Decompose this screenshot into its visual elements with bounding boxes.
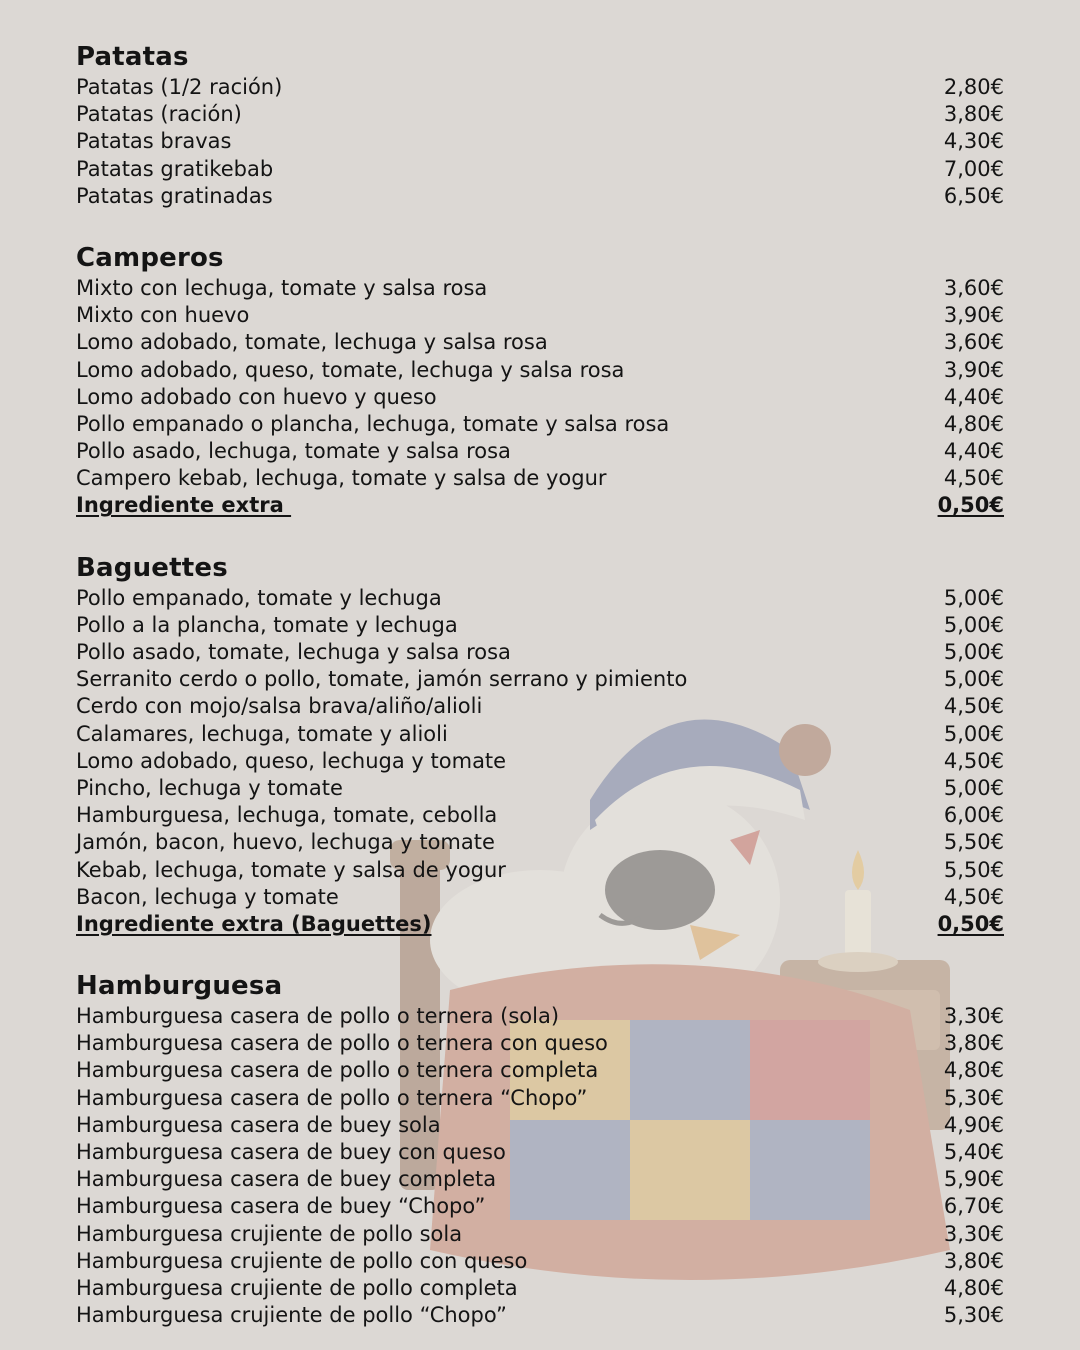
item-name: Lomo adobado, queso, tomate, lechuga y salsa rosa	[76, 357, 625, 382]
section-camperos	[76, 241, 1004, 520]
item-price: 4,90€	[943, 1112, 1004, 1137]
item-name: Lomo adobado, queso, lechuga y tomate	[76, 748, 507, 773]
item-price: 5,50€	[943, 830, 1004, 855]
item-price: 0,50€	[937, 911, 1004, 936]
menu-item-row	[76, 1193, 1004, 1220]
menu-item-row	[76, 612, 1004, 639]
item-name: Pollo a la plancha, tomate y lechuga	[76, 612, 458, 637]
item-name: Ingrediente extra	[76, 493, 292, 518]
item-name: Hamburguesa casera de buey completa	[76, 1167, 497, 1192]
item-price: 4,50€	[943, 466, 1004, 491]
menu-item-row	[76, 1112, 1004, 1139]
item-price: 3,30€	[943, 1221, 1004, 1246]
menu-item-row	[76, 666, 1004, 693]
menu-item-row	[76, 302, 1004, 329]
item-name: Patatas (1/2 ración)	[76, 75, 283, 99]
menu-item-row	[76, 1085, 1004, 1112]
item-price: 2,80€	[943, 75, 1004, 99]
item-price: 4,30€	[943, 129, 1004, 154]
item-price: 5,00€	[943, 775, 1004, 800]
item-name: Kebab, lechuga, tomate y salsa de yogur	[76, 857, 506, 882]
menu-item-row	[76, 357, 1004, 384]
item-price: 6,00€	[943, 803, 1004, 828]
section-hamburguesa	[76, 969, 1004, 1329]
item-price: 4,40€	[943, 439, 1004, 464]
item-price: 5,00€	[943, 667, 1004, 692]
item-name: Hamburguesa crujiente de pollo con queso	[76, 1248, 528, 1273]
item-name: Lomo adobado, tomate, lechuga y salsa rosa	[76, 330, 548, 355]
item-name: Mixto con huevo	[76, 303, 250, 328]
item-name: Hamburguesa crujiente de pollo sola	[76, 1221, 463, 1246]
menu-item-row	[76, 128, 1004, 155]
menu-item-row	[76, 465, 1004, 492]
menu-item-row	[76, 438, 1004, 465]
menu-item-row	[76, 639, 1004, 666]
item-name: Campero kebab, lechuga, tomate y salsa de yogur	[76, 466, 607, 491]
menu-item-row	[76, 721, 1004, 748]
menu-item-row	[76, 74, 1004, 101]
item-list	[76, 1003, 1004, 1329]
item-name: Pollo empanado, tomate y lechuga	[76, 585, 442, 610]
section-title: Hamburguesa	[76, 971, 283, 1002]
item-name: Bacon, lechuga y tomate	[76, 884, 339, 909]
item-name: Calamares, lechuga, tomate y alioli	[76, 721, 448, 746]
item-name: Pollo asado, tomate, lechuga y salsa rosa	[76, 640, 511, 664]
item-name: Hamburguesa crujiente de pollo completa	[76, 1275, 518, 1300]
item-price: 4,40€	[943, 384, 1004, 409]
item-name: Lomo adobado con huevo y queso	[76, 384, 437, 409]
item-name: Hamburguesa, lechuga, tomate, cebolla	[76, 803, 498, 828]
menu-item-row	[76, 156, 1004, 183]
item-price: 5,50€	[943, 857, 1004, 882]
item-price: 5,00€	[943, 585, 1004, 610]
section-baguettes	[76, 551, 1004, 938]
menu-item-row	[76, 1030, 1004, 1057]
item-list	[76, 74, 1004, 210]
menu-item-row	[76, 802, 1004, 829]
item-price: 5,90€	[943, 1167, 1004, 1192]
item-price: 5,00€	[943, 640, 1004, 664]
item-list	[76, 275, 1004, 520]
menu-item-row	[76, 857, 1004, 884]
menu-item-row	[76, 829, 1004, 856]
item-name: Patatas gratinadas	[76, 183, 273, 208]
item-name: Pincho, lechuga y tomate	[76, 775, 343, 800]
item-name: Hamburguesa crujiente de pollo “Chopo”	[76, 1303, 507, 1328]
item-name: Hamburguesa casera de buey “Chopo”	[76, 1194, 486, 1219]
item-name: Serranito cerdo o pollo, tomate, jamón serrano y pimiento	[76, 667, 688, 692]
item-price: 6,70€	[943, 1194, 1004, 1219]
item-price: 4,50€	[943, 884, 1004, 909]
item-name: Patatas (ración)	[76, 102, 242, 127]
item-price: 3,90€	[943, 357, 1004, 382]
menu-item-row	[76, 1221, 1004, 1248]
item-name: Hamburguesa casera de pollo o ternera (sola)	[76, 1004, 560, 1029]
menu-item-row	[76, 1057, 1004, 1084]
menu-item-row	[76, 693, 1004, 720]
item-name: Ingrediente extra (Baguettes)	[76, 911, 432, 936]
menu-item-row	[76, 1139, 1004, 1166]
menu-item-row	[76, 1302, 1004, 1329]
menu-item-row	[76, 585, 1004, 612]
item-price: 3,60€	[943, 275, 1004, 300]
item-price: 3,60€	[943, 330, 1004, 355]
item-price: 3,30€	[943, 1004, 1004, 1029]
menu-item-row	[76, 411, 1004, 438]
item-price: 4,80€	[943, 1058, 1004, 1083]
item-price: 3,80€	[943, 102, 1004, 127]
menu-item-row	[76, 1166, 1004, 1193]
item-name: Hamburguesa casera de pollo o ternera completa	[76, 1058, 599, 1083]
item-name: Mixto con lechuga, tomate y salsa rosa	[76, 275, 488, 300]
item-name: Patatas gratikebab	[76, 156, 274, 181]
item-price: 5,00€	[943, 612, 1004, 637]
item-name: Hamburguesa casera de buey sola	[76, 1112, 441, 1137]
item-name: Patatas bravas	[76, 129, 232, 154]
menu-item-row	[76, 275, 1004, 302]
item-price: 5,30€	[943, 1303, 1004, 1328]
extra-ingredient-row	[76, 492, 1004, 519]
item-name: Hamburguesa casera de pollo o ternera con queso	[76, 1031, 608, 1056]
item-name: Hamburguesa casera de buey con queso	[76, 1140, 506, 1164]
item-price: 3,80€	[943, 1031, 1004, 1056]
item-price: 5,30€	[943, 1085, 1004, 1110]
item-price: 0,50€	[937, 493, 1004, 518]
menu-item-row	[76, 884, 1004, 911]
item-name: Jamón, bacon, huevo, lechuga y tomate	[76, 830, 495, 855]
section-patatas	[76, 40, 1004, 210]
item-price: 5,40€	[943, 1140, 1004, 1164]
menu-item-row	[76, 183, 1004, 210]
item-price: 5,00€	[943, 721, 1004, 746]
item-price: 4,80€	[943, 1275, 1004, 1300]
item-price: 4,80€	[943, 411, 1004, 436]
menu-item-row	[76, 775, 1004, 802]
item-name: Pollo empanado o plancha, lechuga, tomate y salsa rosa	[76, 411, 670, 436]
item-price: 3,90€	[943, 303, 1004, 328]
item-price: 3,80€	[943, 1248, 1004, 1273]
extra-ingredient-row	[76, 911, 1004, 938]
menu-item-row	[76, 329, 1004, 356]
item-name: Cerdo con mojo/salsa brava/aliño/alioli	[76, 694, 483, 719]
item-price: 4,50€	[943, 694, 1004, 719]
section-title: Camperos	[76, 242, 224, 273]
section-title: Patatas	[76, 42, 189, 72]
menu-item-row	[76, 1003, 1004, 1030]
item-name: Pollo asado, lechuga, tomate y salsa rosa	[76, 439, 511, 464]
menu-item-row	[76, 748, 1004, 775]
item-price: 7,00€	[943, 156, 1004, 181]
menu-item-row	[76, 1275, 1004, 1302]
menu-item-row	[76, 1248, 1004, 1275]
item-list	[76, 585, 1004, 938]
item-price: 4,50€	[943, 748, 1004, 773]
section-title: Baguettes	[76, 552, 228, 583]
item-price: 6,50€	[943, 183, 1004, 208]
menu-item-row	[76, 101, 1004, 128]
menu-content	[76, 40, 1004, 1329]
item-name: Hamburguesa casera de pollo o ternera “Chopo”	[76, 1085, 588, 1110]
menu-item-row	[76, 384, 1004, 411]
